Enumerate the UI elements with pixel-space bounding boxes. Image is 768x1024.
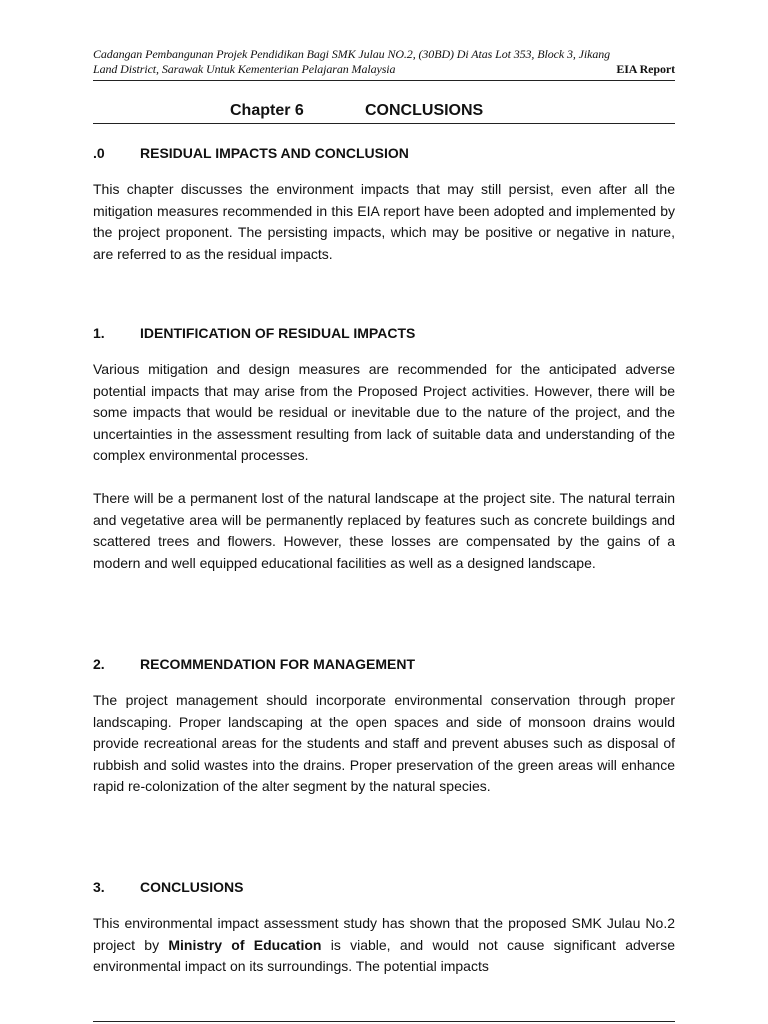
header-report-label: EIA Report [616,62,675,76]
conclusion-text-after: is viable, and would not cause significant adverse environmental impact on its surroundings. The potential impacts [93,936,675,975]
paragraph-mitigation-measures: Various mitigation and design measures are recommended for the anticipated adverse potential impacts that may arise from the Proposed Project activities. However, there will be some impacts that would be residual or inevitable due to the nature of the project, and the uncertainties in the assessment resulting from lack of suitable data and understanding of the complex environmental processes. [93,361,675,464]
paragraph-residual-intro: This chapter discusses the environment impacts that may still persist, even after all the mitigation measures recommended in this EIA report have been adopted and implemented by the project proponent. The persisting impacts, which may be positive or negative in nature, are referred to as the residual impacts. [93,181,675,262]
running-header [93,47,675,77]
section-number: 3. [93,879,105,895]
chapter-number: Chapter 6 [230,102,304,119]
section-title: RESIDUAL IMPACTS AND CONCLUSION [140,145,409,161]
footer-divider [93,1021,675,1022]
chapter-title-divider [93,123,675,124]
section-title: RECOMMENDATION FOR MANAGEMENT [140,656,416,672]
conclusion-text-before: This environmental impact assessment study has shown that the proposed SMK Julau No.2 project by [93,915,675,953]
section-number: .0 [93,145,105,161]
section-title: CONCLUSIONS [140,879,244,895]
header-divider [93,80,675,81]
section-number: 1. [93,325,105,341]
ministry-of-education: Ministry of Education [168,936,322,953]
paragraph-conclusion [93,913,675,978]
paragraph-management: The project management should incorporate environmental conservation through proper landscaping. Proper landscaping at the open spaces and side of monsoon drains would provide recreational areas for the students and staff and prevent abuses such as disposal of rubbish and solid wastes into the drains. Proper preservation of the green areas will enhance rapid re-colonization of the alter segment by the natural species. [93,692,675,795]
header-project-line-2: Land District, Sarawak Untuk Kementerian Pelajaran Malaysia [93,62,396,76]
header-project-line-2-row [93,62,675,77]
header-project-line-1: Cadangan Pembangunan Projek Pendidikan Bagi SMK Julau NO.2, (30BD) Di Atas Lot 353, Block 3, Jikang [93,47,611,61]
section-title: IDENTIFICATION OF RESIDUAL IMPACTS [140,325,416,341]
paragraph-landscape-loss: There will be a permanent lost of the natural landscape at the project site. The natural terrain and vegetative area will be permanently replaced by features such as concrete buildings and scattered trees and flowers. However, these losses are compensated by the gains of a modern and well equipped educational facilities as well as a designed landscape. [93,490,675,571]
chapter-name: CONCLUSIONS [365,102,484,119]
section-number: 2. [93,656,105,672]
